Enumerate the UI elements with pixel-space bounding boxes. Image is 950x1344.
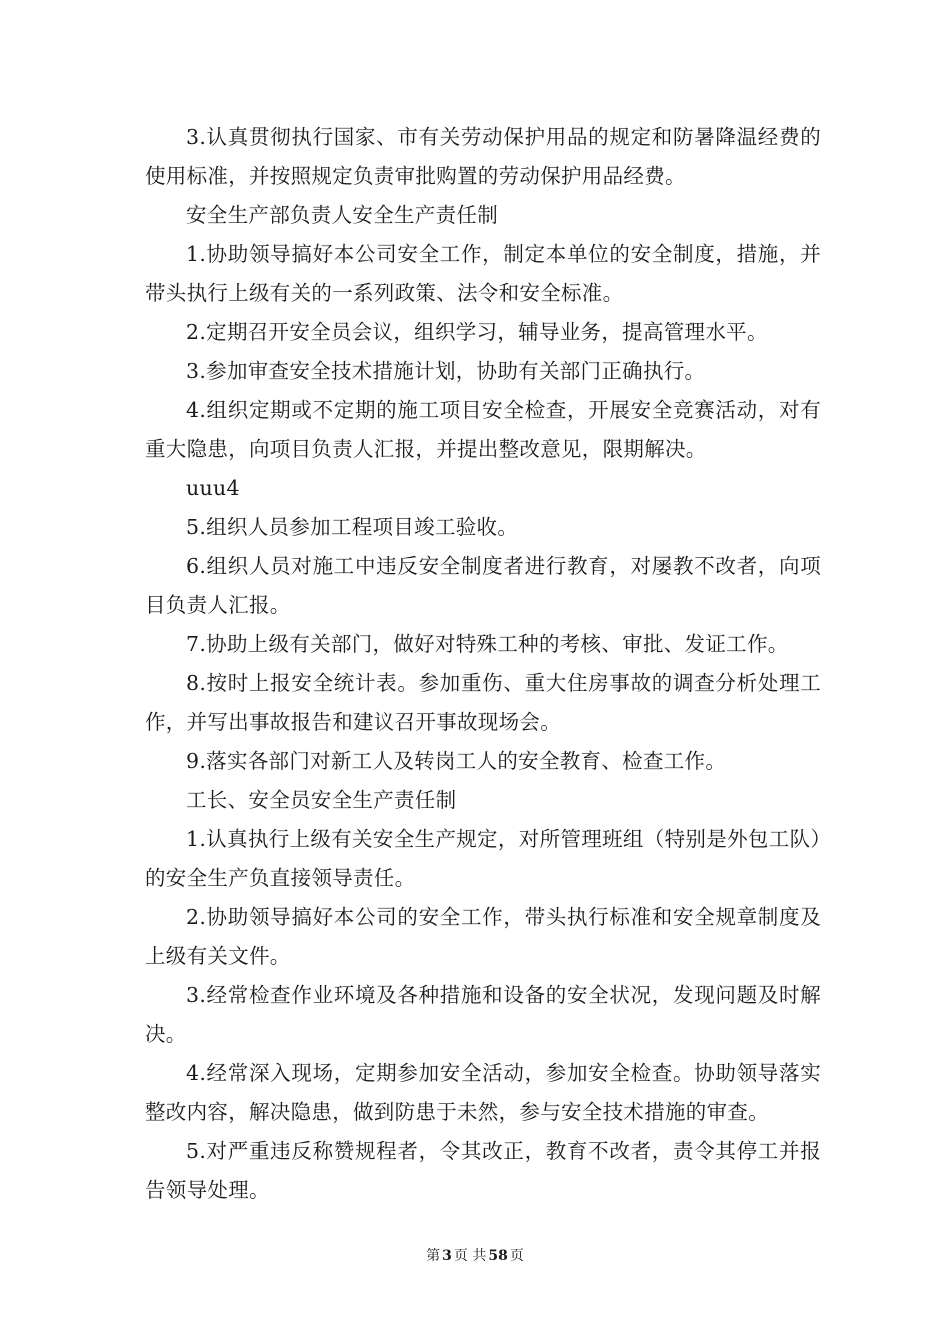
paragraph: uuu4 <box>186 476 240 500</box>
footer-middle: 页 共 <box>453 1248 487 1264</box>
total-page-number: 58 <box>488 1248 508 1264</box>
current-page-number: 3 <box>442 1248 452 1264</box>
paragraph: 7.协助上级有关部门，做好对特殊工种的考核、审批、发证工作。 <box>186 632 789 656</box>
footer-suffix: 页 <box>509 1248 524 1264</box>
paragraph: 4.经常深入现场，定期参加安全活动，参加安全检查。协助领导落实整改内容，解决隐患，做到防患于未然，参与安全技术措施的审查。 <box>145 1061 821 1124</box>
paragraph: 2.定期召开安全员会议，组织学习，辅导业务，提高管理水平。 <box>186 320 768 344</box>
section-heading: 安全生产部负责人安全生产责任制 <box>186 203 498 227</box>
paragraph: 3.经常检查作业环境及各种措施和设备的安全状况，发现问题及时解决。 <box>145 983 821 1046</box>
paragraph: 4.组织定期或不定期的施工项目安全检查，开展安全竞赛活动，对有重大隐患，向项目负责人汇报，并提出整改意见，限期解决。 <box>145 398 821 461</box>
document-body <box>145 118 821 1210</box>
paragraph: 5.组织人员参加工程项目竣工验收。 <box>186 515 519 539</box>
paragraph: 6.组织人员对施工中违反安全制度者进行教育，对屡教不改者，向项目负责人汇报。 <box>145 554 821 617</box>
paragraph: 5.对严重违反称赞规程者，令其改正，教育不改者，责令其停工并报告领导处理。 <box>145 1139 821 1202</box>
paragraph: 9.落实各部门对新工人及转岗工人的安全教育、检查工作。 <box>186 749 727 773</box>
paragraph: 3.参加审查安全技术措施计划，协助有关部门正确执行。 <box>186 359 706 383</box>
paragraph: 8.按时上报安全统计表。参加重伤、重大住房事故的调查分析处理工作，并写出事故报告和建议召开事故现场会。 <box>145 671 821 734</box>
page-footer <box>0 1245 950 1265</box>
section-heading: 工长、安全员安全生产责任制 <box>186 788 457 812</box>
paragraph: 1.协助领导搞好本公司安全工作，制定本单位的安全制度，措施，并带头执行上级有关的一系列政策、法令和安全标准。 <box>145 242 821 305</box>
footer-prefix: 第 <box>426 1248 441 1264</box>
paragraph: 3.认真贯彻执行国家、市有关劳动保护用品的规定和防暑降温经费的使用标准，并按照规定负责审批购置的劳动保护用品经费。 <box>145 125 821 188</box>
paragraph: 2.协助领导搞好本公司的安全工作，带头执行标准和安全规章制度及上级有关文件。 <box>145 905 821 968</box>
paragraph: 1.认真执行上级有关安全生产规定，对所管理班组（特别是外包工队）的安全生产负直接领导责任。 <box>145 827 821 890</box>
